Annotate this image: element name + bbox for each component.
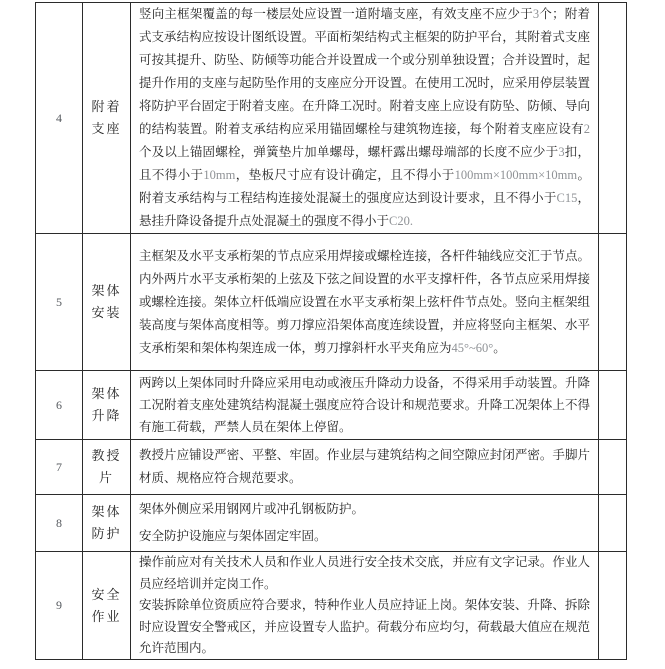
- category-label: 架体安装: [91, 283, 122, 320]
- row-number-cell: [36, 371, 83, 440]
- category-label: 安全作业: [91, 586, 122, 624]
- category-label: 架体防护: [91, 504, 122, 541]
- row-number-cell: [36, 234, 83, 371]
- content-cell: [131, 234, 599, 371]
- content-paragraph: 操作前应对有关技术人员和作业人员进行安全技术交底，并应有文字记录。作业人员应经培训并定岗工作。: [139, 555, 590, 591]
- category-cell: [83, 440, 131, 495]
- category-label: 教授片: [91, 448, 122, 485]
- blank-cell: [599, 371, 626, 440]
- row-number: 5: [56, 294, 62, 309]
- inspection-table: [35, 2, 627, 660]
- content-paragraph: 安全防护设施应与架体固定牢固。: [139, 529, 327, 543]
- row-number-cell: [36, 440, 83, 495]
- row-number-cell: [36, 552, 83, 660]
- category-cell: [83, 234, 131, 371]
- category-cell: [83, 371, 131, 440]
- blank-cell: [599, 3, 626, 234]
- content-paragraph: 安装拆除单位资质应符合要求，特种作业人员应持证上岗。架体安装、升降、拆除时应设置安全警戒区，并应设置专人监护。荷载分布应均匀，荷载最大值应在规范允许范围内。: [139, 598, 590, 655]
- content-paragraph: 两跨以上架体同时升降应采用电动或液压升降动力设备，不得采用手动装置。升降工况附着支座处建筑结构混凝土强度应符合设计和规范要求。升降工况架体上不得有施工荷载，严禁人员在架体上停留。: [139, 376, 590, 434]
- content-cell: [131, 552, 599, 660]
- row-number: 4: [56, 110, 62, 125]
- category-label: 架体升降: [91, 386, 122, 423]
- row-number: 8: [56, 515, 62, 530]
- content-paragraph: 主框架及水平支承桁架的节点应采用焊接或螺栓连接，各杆件轴线应交汇于节点。内外两片水平支承桁架的上弦及下弦之间设置的水平支撑杆件，各节点应采用焊接或螺栓连接。架体立杆低端应设置在水平支承桁架上弦杆件节点处。竖向主框架组装高度与架体高度相等。剪刀撑应沿架体高度连续设置，并应将竖向主框架、水平支承桁架和架体构架连成一体，剪刀撑斜杆水平夹角应为45°~60°。: [139, 248, 590, 355]
- content-cell: [131, 371, 599, 440]
- row-number-cell: [36, 495, 83, 552]
- content-cell: [131, 440, 599, 495]
- content-paragraph: 竖向主框架覆盖的每一楼层处应设置一道附墙支座，有效支座不应少于3个；附着式支承结构应按设计图纸设置。平面桁架结构式主框架的防护平台，其附着式支座可按其提升、防坠、防倾等功能合并设置成一个或分别单独设置；合并设置时，起提升作用的支座与起防坠作用的支座应分开设置。在使用工况时，应采用停层装置将防护平台固定于附着支座。在升降工况时。附着支座上应设有防坠、防倾、导向的结构装置。附着支承结构应采用锚固螺栓与建筑物连接，每个附着支座应设有2个及以上锚固螺栓，弹簧垫片加单螺母，螺杆露出螺母端部的长度不应少于3扣，且不得小于10mm，垫板尺寸应有设计确定，且不得小于100mm×100mm×10mm。附着支承结构与工程结构连接处混凝土的强度应达到设计要求，且不得小于C15，悬挂升降设备提升点处混凝土的强度不得小于C20.: [139, 7, 590, 228]
- content-paragraph: 教授片应铺设严密、平整、牢固。作业层与建筑结构之间空隙应封闭严密。手脚片材质、规格应符合规范要求。: [139, 448, 590, 485]
- category-cell: [83, 495, 131, 552]
- blank-cell: [599, 495, 626, 552]
- content-paragraph: 架体外侧应采用钢网片或冲孔钢板防护。: [139, 502, 365, 516]
- content-cell: [131, 3, 599, 234]
- blank-cell: [599, 234, 626, 371]
- row-number: 7: [56, 459, 62, 474]
- content-cell: [131, 495, 599, 552]
- category-cell: [83, 552, 131, 660]
- row-number: 6: [56, 397, 62, 412]
- blank-cell: [599, 552, 626, 660]
- category-cell: [83, 3, 131, 234]
- row-number-cell: [36, 3, 83, 234]
- row-number: 9: [56, 598, 62, 613]
- blank-cell: [599, 440, 626, 495]
- category-label: 附着支座: [91, 99, 122, 136]
